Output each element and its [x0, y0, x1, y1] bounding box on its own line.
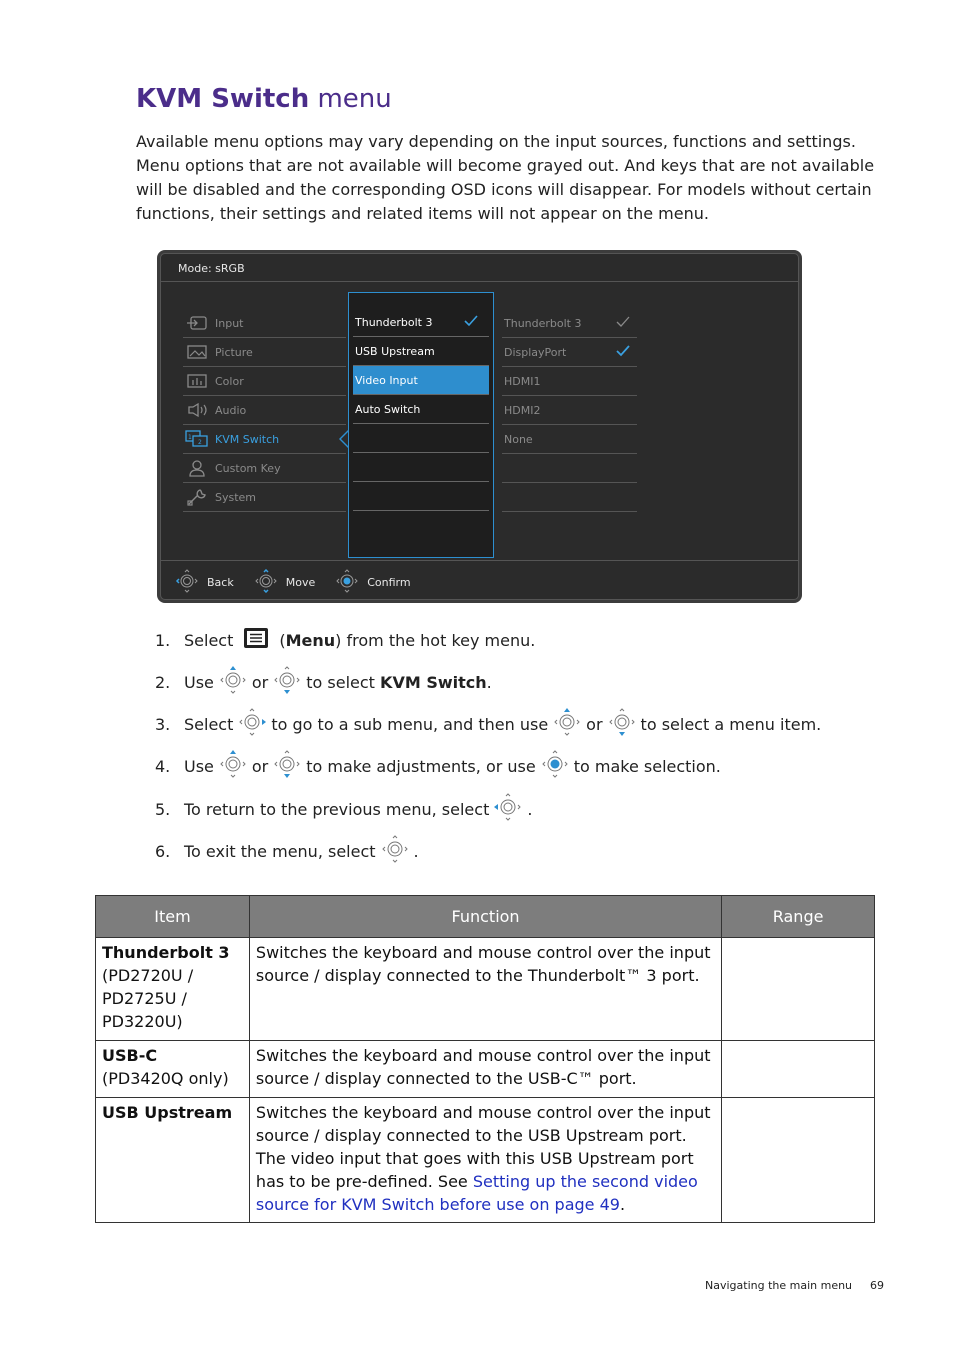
osd-sub-item-video-input[interactable]: Video Input	[353, 366, 489, 395]
picture-icon	[185, 343, 209, 361]
step-4: 4. Use or to make adjustments, or use to make selection.	[155, 750, 721, 782]
osd-sub-item-usb-upstream[interactable]: USB Upstream	[353, 337, 489, 366]
row-item: USB-C (PD3420Q only)	[96, 1041, 250, 1098]
table-row	[96, 1098, 875, 1223]
cross-reference-link[interactable]: Setting up the second video source for KVM Switch before use on page 49	[255, 1172, 698, 1214]
page-title: KVM Switch menu	[136, 84, 392, 114]
nav-down-icon	[272, 664, 302, 700]
nav-left-icon	[173, 569, 201, 596]
custom-key-icon	[185, 459, 209, 477]
footer-section-title: Navigating the main menu	[705, 1279, 853, 1292]
osd-mode-label: Mode: sRGB	[178, 262, 245, 275]
check-icon	[615, 315, 631, 332]
row-item: USB Upstream	[96, 1098, 250, 1223]
step-3: 3. Select to go to a sub menu, and then use or to select a menu item.	[155, 708, 821, 740]
nav-updown-icon	[252, 569, 280, 596]
row-range	[722, 938, 875, 1041]
nav-up-icon	[552, 706, 582, 742]
osd-sub-item-empty	[353, 424, 489, 453]
table-row	[96, 1041, 875, 1098]
row-range	[722, 1098, 875, 1223]
osd-sub-item-empty	[353, 482, 489, 511]
nav-up-icon	[218, 664, 248, 700]
step-1: 1. Select ( Menu ) from the hot key menu.	[155, 624, 535, 656]
audio-icon	[185, 401, 209, 419]
osd-option-hdmi2[interactable]: HDMI2	[502, 396, 637, 425]
step-5: 5. To return to the previous menu, select .	[155, 793, 532, 825]
nav-up-icon	[218, 748, 248, 784]
osd-confirm: Confirm	[333, 569, 410, 596]
osd-option-empty	[502, 483, 637, 512]
osd-menu-item-picture[interactable]: Picture	[183, 338, 346, 367]
check-icon	[615, 344, 631, 361]
osd-menu-item-custom-key[interactable]: Custom Key	[183, 454, 346, 483]
osd-option-none[interactable]: None	[502, 425, 637, 454]
osd-move: Move	[252, 569, 316, 596]
column-header-range: Range	[722, 896, 875, 938]
intro-paragraph: Available menu options may vary depending on the input sources, functions and settings. Menu options that are not available will become grayed out. And keys that are not available will be disabled and the corresponding OSD icons will disappear. For models without certain functions, their settings and related items will not appear on the menu.	[136, 132, 875, 223]
osd-menu-item-color[interactable]: Color	[183, 367, 346, 396]
nav-left-icon	[493, 791, 523, 827]
osd-main-menu	[183, 309, 346, 512]
step-2: 2. Use or to select KVM Switch .	[155, 666, 492, 698]
nav-center-icon	[540, 748, 570, 784]
osd-menu-item-input[interactable]: Input	[183, 309, 346, 338]
row-function: Switches the keyboard and mouse control over the input source / display connected to the USB-C™ port.	[249, 1041, 721, 1098]
osd-option-displayport[interactable]: DisplayPort	[502, 338, 637, 367]
nav-down-icon	[607, 706, 637, 742]
osd-sub-item-empty	[353, 453, 489, 482]
osd-menu-item-kvm-switch[interactable]: 1 2 KVM Switch	[183, 425, 346, 454]
system-icon	[185, 488, 209, 506]
osd-back: Back	[173, 569, 234, 596]
kvm-switch-icon	[185, 430, 209, 448]
page-footer	[705, 1279, 884, 1292]
osd-sub-menu	[348, 292, 494, 558]
row-function: Switches the keyboard and mouse control over the input source / display connected to the Thunderbolt™ 3 port.	[249, 938, 721, 1041]
input-icon	[185, 314, 209, 332]
nav-right-icon	[237, 706, 267, 742]
osd-sub-item-thunderbolt-3[interactable]: Thunderbolt 3	[353, 308, 489, 337]
svg-text:1: 1	[188, 434, 192, 441]
color-icon	[185, 372, 209, 390]
step-6: 6. To exit the menu, select .	[155, 835, 419, 867]
nav-center-icon	[333, 569, 361, 596]
page-number: 69	[870, 1279, 885, 1292]
osd-option-thunderbolt-3[interactable]: Thunderbolt 3	[502, 309, 637, 338]
osd-menu-item-audio[interactable]: Audio	[183, 396, 346, 425]
svg-text:2: 2	[198, 439, 202, 446]
column-header-function: Function	[249, 896, 721, 938]
row-range	[722, 1041, 875, 1098]
row-item: Thunderbolt 3 (PD2720U / PD2725U / PD3220U)	[96, 938, 250, 1041]
nav-down-icon	[272, 748, 302, 784]
osd-options	[502, 309, 637, 512]
table-header-row	[96, 896, 875, 938]
check-icon	[463, 314, 479, 331]
row-function: Switches the keyboard and mouse control over the input source / display connected to the USB Upstream port. The video input that goes with this USB Upstream port has to be pre-defined. See Setting up the second video source for KVM Switch before use on page 49.	[249, 1098, 721, 1223]
nav-left-icon	[380, 833, 410, 869]
osd-option-empty	[502, 454, 637, 483]
osd-option-hdmi1[interactable]: HDMI1	[502, 367, 637, 396]
osd-menu-item-system[interactable]: System	[183, 483, 346, 512]
column-header-item: Item	[96, 896, 250, 938]
table-row	[96, 938, 875, 1041]
kvm-settings-table	[95, 895, 875, 1223]
menu-icon	[243, 627, 269, 653]
osd-screenshot	[157, 250, 802, 603]
osd-footer	[173, 569, 429, 596]
osd-sub-item-auto-switch[interactable]: Auto Switch	[353, 395, 489, 424]
